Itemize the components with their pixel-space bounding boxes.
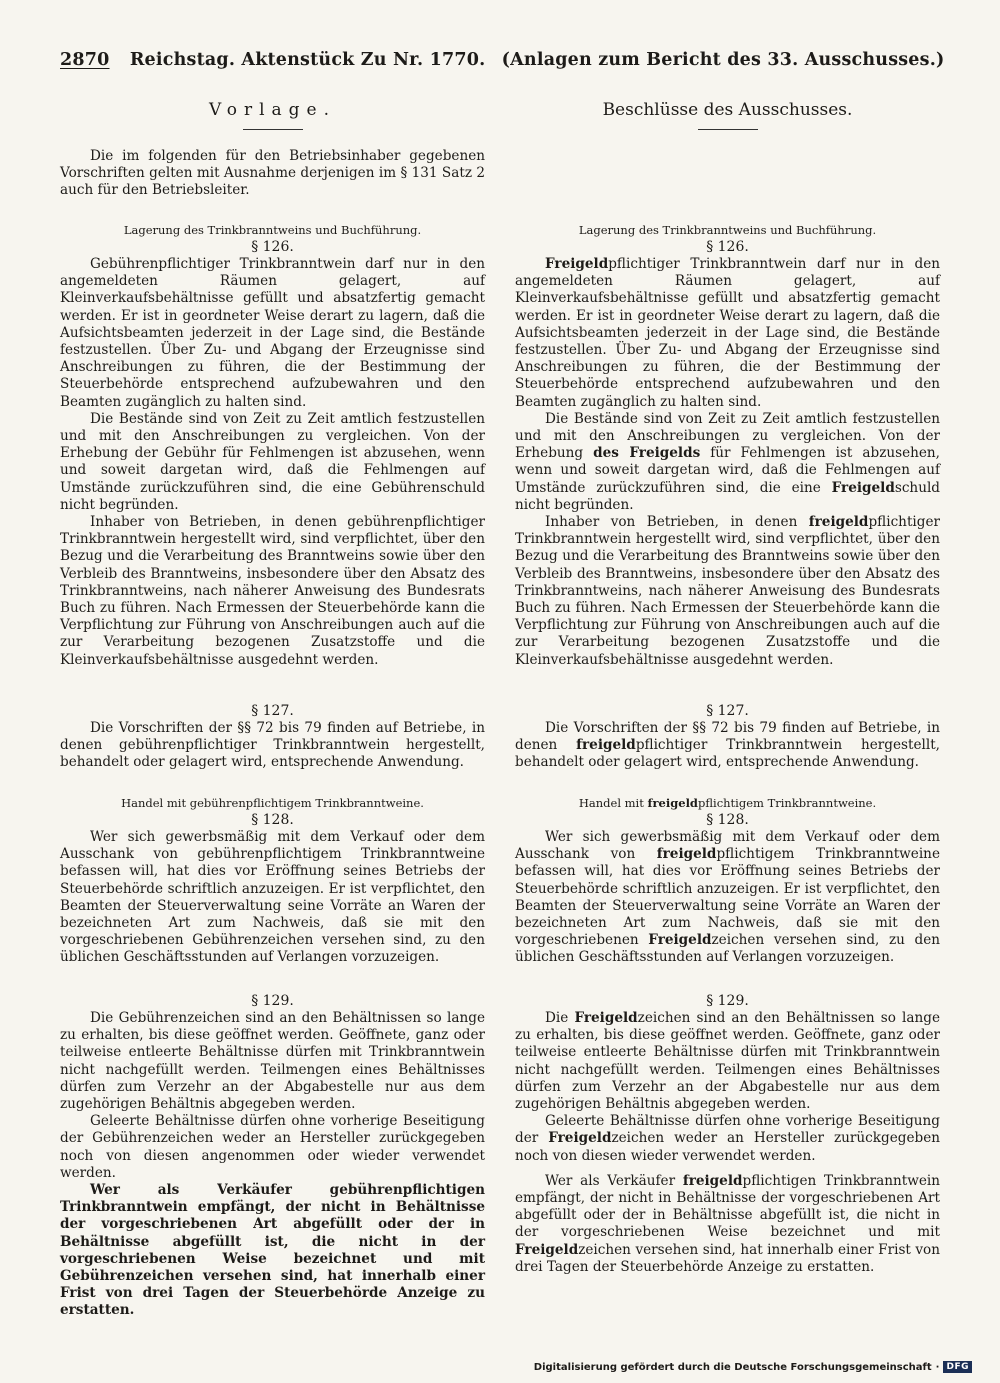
text-run: pflichtigem Trinkbranntweine. [697,796,877,810]
paragraph-number: § 129. [251,993,294,1009]
paragraph-text: Die Gebührenzeichen sind an den Behältnissen so lange zu erhalten, bis diese geöffnet werden. Geöffnete, ganz oder teilweise entleerte Behältnisse dürfen mit Trinkbranntwein nicht nachgefüllt werden. Teilmengen eines Behältnisses dürfen zum Verzehr an der Abgabestelle nur aus dem zugehörigen Behältnis abgegeben werden. [60,1010,485,1113]
text-run: pflichtiger Trinkbranntwein hergestellt wird, sind verpflichtet, über den Bezug und die Verarbeitung des Branntweins sowie über den Verbleib des Branntweins, insbesondere über den Absatz des Trinkbranntweins, nach näherer Anweisung des Bundesrats Buch zu führen. Nach Ermessen der Steuerbehörde kann die Verpflichtung zur Führung von Anschreibungen auch auf die zur Verarbeitung bezogenen Zusatzstoffe und die Kleinverkaufsbehältnisse ausgedehnt werden. [515,514,940,668]
amended-term: Freigeld [574,1010,638,1026]
amended-term: freigeld [682,1172,743,1189]
text-run: schuld nicht begründen. [515,479,940,513]
paragraph-129 [515,1010,940,1276]
amended-term: freigeld [576,737,636,754]
section-handel [60,795,485,967]
paragraph-129-block [515,992,940,1276]
amended-term: Freigeld [515,1241,579,1258]
paragraph-text [515,1113,940,1165]
right-column [515,95,941,1275]
paragraph-text [515,1010,940,1113]
paragraph-text: Wer als Verkäufer gebührenpflichtigen Trinkbranntwein empfängt, der nicht in Behältnisse der vorgeschriebenen Art abgefüllt oder der in Behältnisse abgefüllt ist, die nicht in der vorgeschriebenen Weise bezeichnet und mit Gebührenzeichen versehen sind, hat innerhalb einer Frist von drei Tagen der Steuerbehörde Anzeige zu erstatten. [60,1182,485,1319]
section-heading: Lagerung des Trinkbranntweins und Buchführung. [578,223,877,237]
digitization-footer [534,1361,972,1373]
paragraph-129 [60,1010,485,1320]
text-run: pflichtigem Trinkbranntweine befassen will, hat dies vor Eröffnung seines Betriebs der Steuerbehörde schriftlich anzuzeigen. Er ist verpflichtet, den Beamten der Steuerverwaltung seine Vorräte an Waren der bezeichneten Art zum Nachweis, daß sie mit den vorgeschriebenen [515,846,940,949]
amended-term: Freigeld [545,256,609,272]
paragraph-text: Gebührenpflichtiger Trinkbranntwein darf nur in den angemeldeten Räumen gelagert, auf Kleinverkaufsbehältnisse gefüllt und absatzfertig gemacht werden. Er ist in geordneter Weise derart zu lagern, daß die Aufsichtsbeamten jederzeit in der Lage sind, die Bestände festzustellen. Über Zu- und Abgang der Erzeugnisse sind Anschreibungen zu führen, die der Bestimmung der Steuerbehörde entsprechend aufzubewahren und den Beamten zugänglich zu halten sind. [60,256,485,410]
amended-term: Freigeld [831,479,895,496]
section-handel [515,795,940,967]
paragraph-text: Inhaber von Betrieben, in denen gebührenpflichtiger Trinkbranntwein hergestellt wird, sind verpflichtet, über den Bezug und die Verarbeitung des Branntweins sowie über den Verbleib des Branntweins, insbesondere über den Absatz des Trinkbranntweins, nach näherer Anweisung des Bundesrats Buch zu führen. Nach Ermessen der Steuerbehörde kann die Verpflichtung zur Führung von Anschreibungen auch auf die zur Verarbeitung bezogenen Zusatzstoffe und die Kleinverkaufsbehältnisse ausgedehnt werden. [60,514,485,668]
paragraph-text: Wer sich gewerbsmäßig mit dem Verkauf oder dem Ausschank von gebührenpflichtigem Trinkbranntweine befassen will, hat dies vor Eröffnung seines Betriebs der Steuerbehörde schriftlich anzuzeigen. Er ist verpflichtet, den Beamten der Steuerverwaltung seine Vorräte an Waren der bezeichneten Art zum Nachweis, daß sie mit den vorgeschriebenen Gebührenzeichen versehen sind, zu den üblichen Geschäftsstunden auf Verlangen vorzuzeigen. [60,829,485,966]
footer-text: Digitalisierung gefördert durch die Deutsche Forschungsgemeinschaft [533,1361,932,1373]
right-column-title: Beschlüsse des Ausschusses. [602,100,853,120]
paragraph-number: § 128. [706,812,749,828]
paragraph-127 [60,720,485,772]
paragraph-128 [515,829,940,967]
section-lagerung [60,222,485,669]
paragraph-text [515,829,940,967]
section-heading: Lagerung des Trinkbranntweins und Buchführung. [123,223,422,237]
title-rule [698,129,758,130]
paragraph-text: Geleerte Behältnisse dürfen ohne vorherige Beseitigung der Gebührenzeichen weder an Hersteller zurückgegeben noch von diesen angenommen oder wieder verwendet werden. [60,1113,485,1181]
paragraph-number: § 127. [706,703,749,719]
text-run: zeichen versehen sind, zu den üblichen Geschäftsstunden auf Verlangen vorzuzeigen. [515,932,940,966]
text-run: Wer sich gewerbsmäßig mit dem Verkauf oder dem Ausschank von [515,829,940,863]
text-run: Inhaber von Betrieben, in denen [545,514,798,531]
intro-text: Die im folgenden für den Betriebsinhaber gegebenen Vorschriften gelten mit Ausnahme derjenigen im § 131 Satz 2 auch für den Betriebsleiter. [60,148,485,199]
header-subtitle: (Anlagen zum Bericht des 33. Ausschusses.) [501,50,945,70]
section-heading [515,795,940,811]
text-run: Wer als Verkäufer [545,1172,676,1189]
paragraph-number: § 127. [251,703,294,719]
paragraph-number: § 126. [251,239,294,255]
text-run: pflichtigen Trinkbranntwein empfängt, der nicht in Behältnisse der vorgeschriebenen Art abgefüllt oder der in Behältnisse abgefüllt ist, die nicht in der vorgeschriebenen Weise bezeichnet und mit [515,1172,940,1241]
text-run: pflichtiger Trinkbranntwein hergestellt, behandelt oder gelagert wird, entsprechende Anwendung. [515,737,940,771]
amended-term: des Freigelds [593,445,701,462]
left-column-title: Vorlage. [209,100,336,120]
paragraph-text: Die Vorschriften der §§ 72 bis 79 finden auf Betriebe, in denen gebührenpflichtiger Trinkbranntwein hergestellt, behandelt oder gelagert wird, entsprechende Anwendung. [60,720,485,771]
intro-paragraph [60,148,485,228]
footer-separator: · [935,1361,940,1373]
paragraph-text [515,256,940,411]
paragraph-number: § 126. [706,239,749,255]
dfg-logo: DFG [943,1361,972,1373]
paragraph-127 [515,720,940,772]
page-header [60,50,945,70]
amended-term: freigeld [656,846,717,863]
paragraph-127-block [515,702,940,772]
header-title: Reichstag. Aktenstück Zu Nr. 1770. [129,50,486,70]
paragraph-text [515,720,940,772]
section-heading: Handel mit gebührenpflichtigem Trinkbranntweine. [121,796,424,810]
paragraph-text [515,514,940,669]
paragraph-127-block [60,702,485,772]
text-run: zeichen sind an den Behältnissen so lange zu erhalten, bis diese geöffnet werden. Geöffnete, ganz oder teilweise entleerte Behältnisse dürfen mit Trinkbranntwein nicht nachgefüllt werden. Teilmengen eines Behältnisses dürfen zum Verzehr an der Abgabestelle nur aus dem zugehörigen Behältnis abgegeben werden. [515,1010,940,1113]
page-number: 2870 [60,50,110,70]
paragraph-number: § 128. [251,812,294,828]
amended-term: freigeld [647,796,698,810]
paragraph-number: § 129. [706,993,749,1009]
paragraph-text [515,1173,940,1276]
section-lagerung [515,222,940,669]
amended-term: Freigeld [548,1130,612,1147]
paragraph-text: Die Bestände sind von Zeit zu Zeit amtlich festzustellen und mit den Anschreibungen zu vergleichen. Von der Erhebung der Gebühr für Fehlmengen ist abzusehen, wenn und soweit dargetan wird, daß die Fehlmengen auf Umstände zurückzuführen sind, die eine Gebührenschuld nicht begründen. [60,410,485,513]
paragraph-text [515,411,940,514]
text-run: Die Bestände sind von Zeit zu Zeit amtlich festzustellen und mit den Anschreibungen zu vergleichen. Von der Erhebung [515,410,940,462]
text-run: zeichen weder an Hersteller zurückgegeben noch von diesen wieder verwendet werden. [515,1130,940,1164]
text-run: Die Vorschriften der §§ 72 bis 79 finden auf Betriebe, in denen [515,720,940,754]
text-run: Handel mit [578,796,644,810]
text-run: Geleerte Behältnisse dürfen ohne vorherige Beseitigung der [515,1113,940,1147]
title-rule [243,129,303,130]
paragraph-126 [60,256,485,669]
paragraph-126 [515,256,940,669]
text-run: zeichen versehen sind, hat innerhalb einer Frist von drei Tagen der Steuerbehörde Anzeige zu erstatten. [515,1241,940,1275]
text-run: Die [545,1010,569,1026]
amended-term: Freigeld [648,932,712,949]
text-run: für Fehlmengen ist abzusehen, wenn und soweit dargetan wird, daß die Fehlmengen auf Umstände zurückzuführen sind, die eine [515,445,941,496]
amended-term: freigeld [808,514,869,531]
left-column [60,95,485,1319]
paragraph-129-block [60,992,485,1320]
text-run: pflichtiger Trinkbranntwein darf nur in den angemeldeten Räumen gelagert, auf Kleinverkaufsbehältnisse gefüllt und absatzfertig gemacht werden. Er ist in geordneter Weise derart zu lagern, daß die Aufsichtsbeamten jederzeit in der Lage sind, die Bestände festzustellen. Über Zu- und Abgang der Erzeugnisse sind Anschreibungen zu führen, die der Bestimmung der Steuerbehörde entsprechend aufzubewahren und den Beamten zugänglich zu halten sind. [515,256,940,410]
paragraph-128 [60,829,485,967]
